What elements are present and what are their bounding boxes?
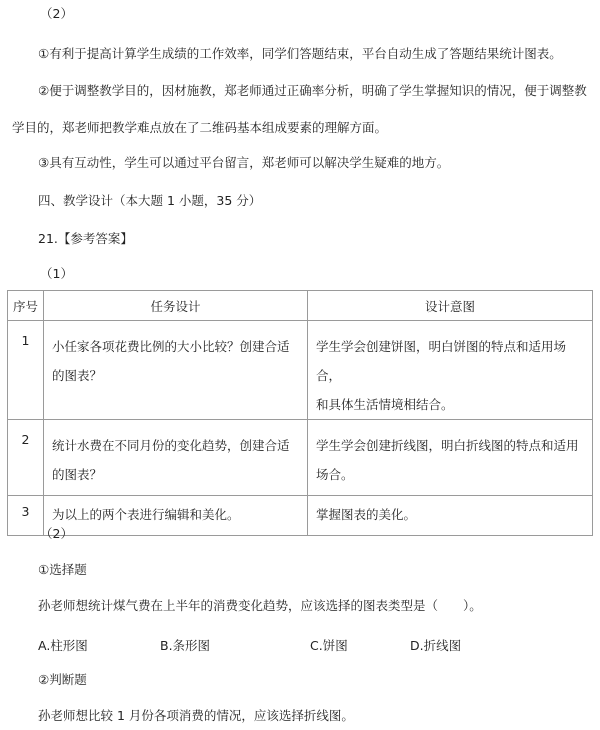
- header-no: 序号: [8, 291, 44, 321]
- row-task: 统计水费在不同月份的变化趋势，创建合适的图表？: [44, 420, 308, 496]
- table-row: [8, 496, 593, 536]
- option-d: D.折线图: [410, 638, 462, 653]
- design-table: [7, 290, 593, 536]
- row-no: 3: [8, 496, 44, 536]
- header-task: 任务设计: [44, 291, 308, 321]
- intent-line: 和具体生活情境相结合。: [316, 397, 454, 412]
- option-b: B.条形图: [160, 638, 211, 653]
- table-row: [8, 420, 593, 496]
- row-task: 为以上的两个表进行编辑和美化。: [44, 496, 308, 536]
- row-no: 1: [8, 321, 44, 420]
- table-row: [8, 321, 593, 420]
- section-title: 四、教学设计（本大题 1 小题，35 分）: [38, 193, 262, 208]
- option-a: A.柱形图: [38, 638, 88, 653]
- part-2-marker: （2）: [40, 6, 73, 21]
- intent-line: 学生学会创建折线图，明白折线图的特点和适用: [316, 438, 579, 453]
- row-intent: [308, 321, 593, 420]
- answer-title: 21.【参考答案】: [38, 231, 133, 246]
- point-2-cont: 学目的，郑老师把教学难点放在了二维码基本组成要素的理解方面。: [12, 120, 388, 135]
- part-2b-marker: （2）: [40, 526, 73, 541]
- point-3: ③具有互动性，学生可以通过平台留言，郑老师可以解决学生疑难的地方。: [38, 155, 450, 170]
- judge-question: 孙老师想比较 1 月份各项消费的情况，应该选择折线图。: [38, 708, 354, 723]
- part-1-marker: （1）: [40, 266, 73, 281]
- intent-line: 场合。: [316, 467, 354, 482]
- option-c: C.饼图: [310, 638, 348, 653]
- point-2: ②便于调整教学目的，因材施教，郑老师通过正确率分析，明确了学生掌握知识的情况，便于调整教: [38, 83, 587, 98]
- judge-title: ②判断题: [38, 672, 87, 687]
- row-task: 小任家各项花费比例的大小比较？创建合适的图表？: [44, 321, 308, 420]
- point-1: ①有利于提高计算学生成绩的工作效率，同学们答题结束，平台自动生成了答题结果统计图表。: [38, 46, 562, 61]
- row-no: 2: [8, 420, 44, 496]
- intent-line: 学生学会创建饼图，明白饼图的特点和适用场合，: [316, 339, 567, 383]
- row-intent: [308, 420, 593, 496]
- choice-question: 孙老师想统计煤气费在上半年的消费变化趋势，应该选择的图表类型是（ ）。: [38, 598, 482, 613]
- choice-title: ①选择题: [38, 562, 87, 577]
- intent-line: 掌握图表的美化。: [316, 507, 417, 522]
- header-intent: 设计意图: [308, 291, 593, 321]
- row-intent: [308, 496, 593, 536]
- table-header-row: [8, 291, 593, 321]
